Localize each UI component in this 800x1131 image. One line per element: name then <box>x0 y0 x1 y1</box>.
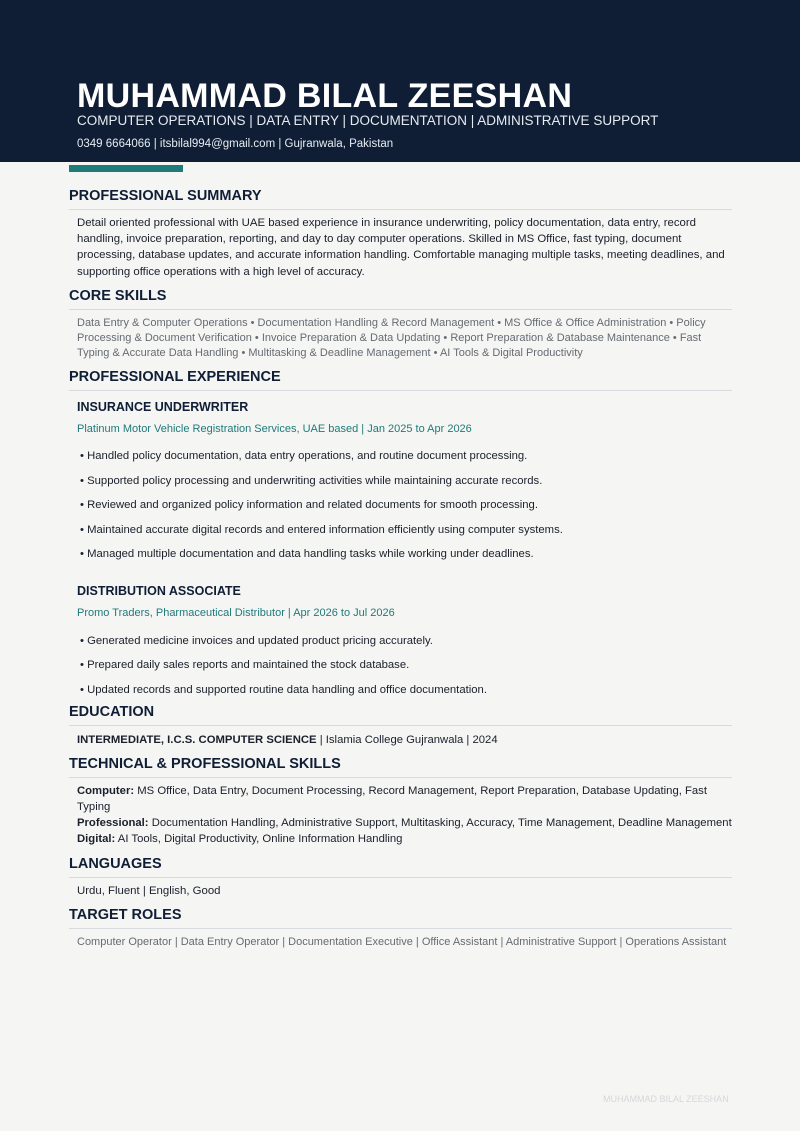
job-title: INSURANCE UNDERWRITER <box>77 399 249 414</box>
section-title-languages: LANGUAGES <box>69 855 732 878</box>
job-bullet: • Generated medicine invoices and updated product pricing accurately. <box>80 634 732 648</box>
education-section <box>69 701 732 748</box>
skill-row <box>77 783 732 815</box>
job-title: DISTRIBUTION ASSOCIATE <box>77 584 241 599</box>
job-bullet: • Handled policy documentation, data entry operations, and routine document processing. <box>80 449 732 463</box>
section-title-education: EDUCATION <box>69 703 732 726</box>
job-entry <box>69 561 732 697</box>
contact-info: 0349 6664066 | itsbilal994@gmail.com | Gujranwala, Pakistan <box>77 138 394 150</box>
section-title-target-roles: TARGET ROLES <box>69 906 732 929</box>
section-title-technical-skills: TECHNICAL & PROFESSIONAL SKILLS <box>69 755 732 778</box>
education-details: | Islamia College Gujranwala | 2024 <box>316 733 498 746</box>
languages-section <box>69 855 732 899</box>
skill-row <box>77 831 732 847</box>
accent-bar <box>69 165 183 172</box>
skill-text: MS Office, Data Entry, Document Processing, Record Management, Report Preparation, Database Updating, Fast Typing <box>77 784 707 814</box>
education-entry <box>69 726 732 748</box>
job-bullet: • Supported policy processing and underwriting activities while maintaining accurate records. <box>80 474 732 488</box>
job-bullet: • Managed multiple documentation and data handling tasks while working under deadlines. <box>80 547 732 561</box>
core-skills-section <box>69 287 732 361</box>
skill-row <box>77 815 732 831</box>
resume-header <box>0 0 800 162</box>
skill-label: Professional: <box>77 817 149 830</box>
job-meta: Platinum Motor Vehicle Registration Services, UAE based | Jan 2025 to Apr 2026 <box>77 422 472 435</box>
core-skills-text: Data Entry & Computer Operations • Documentation Handling & Record Management • MS Office & Office Administration • Policy Processing & Document Verification • Invoice Preparation & Data Updating • Report Preparation & Database Maintenance • Fast Typing & Accurate Data Handling • Multitasking & Deadline Management • AI Tools & Digital Productivity <box>77 316 706 359</box>
job-bullet: • Maintained accurate digital records and entered information efficiently using computer systems. <box>80 523 732 537</box>
job-bullet: • Updated records and supported routine data handling and office documentation. <box>80 683 732 697</box>
education-degree: INTERMEDIATE, I.C.S. COMPUTER SCIENCE <box>77 733 317 746</box>
skill-text: Documentation Handling, Administrative Support, Multitasking, Accuracy, Time Management, Deadline Management <box>148 817 732 830</box>
target-roles-text: Computer Operator | Data Entry Operator | Documentation Executive | Office Assistant | Administrative Support | Operations Assistant <box>77 935 727 948</box>
technical-skills-list <box>69 778 732 848</box>
summary-text: Detail oriented professional with UAE based experience in insurance underwriting, policy documentation, data entry, record handling, invoice preparation, reporting, and day to day computer operations. Skilled in MS Office, fast typing, document processing, database updates, and accurate information handling. Comfortable managing multiple tasks, meeting deadlines, and supporting office operations with a high level of accuracy. <box>77 217 725 278</box>
experience-section <box>69 368 732 697</box>
resume-body <box>69 187 732 957</box>
job-bullets <box>69 436 732 562</box>
section-title-summary: PROFESSIONAL SUMMARY <box>69 187 732 210</box>
footer-name: MUHAMMAD BILAL ZEESHAN <box>603 1094 729 1104</box>
skill-label: Digital: <box>77 833 116 846</box>
section-title-experience: PROFESSIONAL EXPERIENCE <box>69 368 732 391</box>
job-meta: Promo Traders, Pharmaceutical Distributor | Apr 2026 to Jul 2026 <box>77 607 395 620</box>
languages-text: Urdu, Fluent | English, Good <box>77 884 221 897</box>
job-bullets <box>69 620 732 697</box>
skill-text: AI Tools, Digital Productivity, Online Information Handling <box>115 833 403 846</box>
skill-label: Computer: <box>77 784 135 797</box>
candidate-headline: COMPUTER OPERATIONS | DATA ENTRY | DOCUMENTATION | ADMINISTRATIVE SUPPORT <box>77 113 659 128</box>
target-roles-section <box>69 906 732 950</box>
section-title-core-skills: CORE SKILLS <box>69 287 732 310</box>
job-entry <box>69 391 732 562</box>
candidate-name: MUHAMMAD BILAL ZEESHAN <box>77 77 573 115</box>
technical-skills-section <box>69 755 732 848</box>
job-bullet: • Prepared daily sales reports and maintained the stock database. <box>80 658 732 672</box>
summary-section <box>69 187 732 280</box>
job-bullet: • Reviewed and organized policy information and related documents for smooth processing. <box>80 498 732 512</box>
